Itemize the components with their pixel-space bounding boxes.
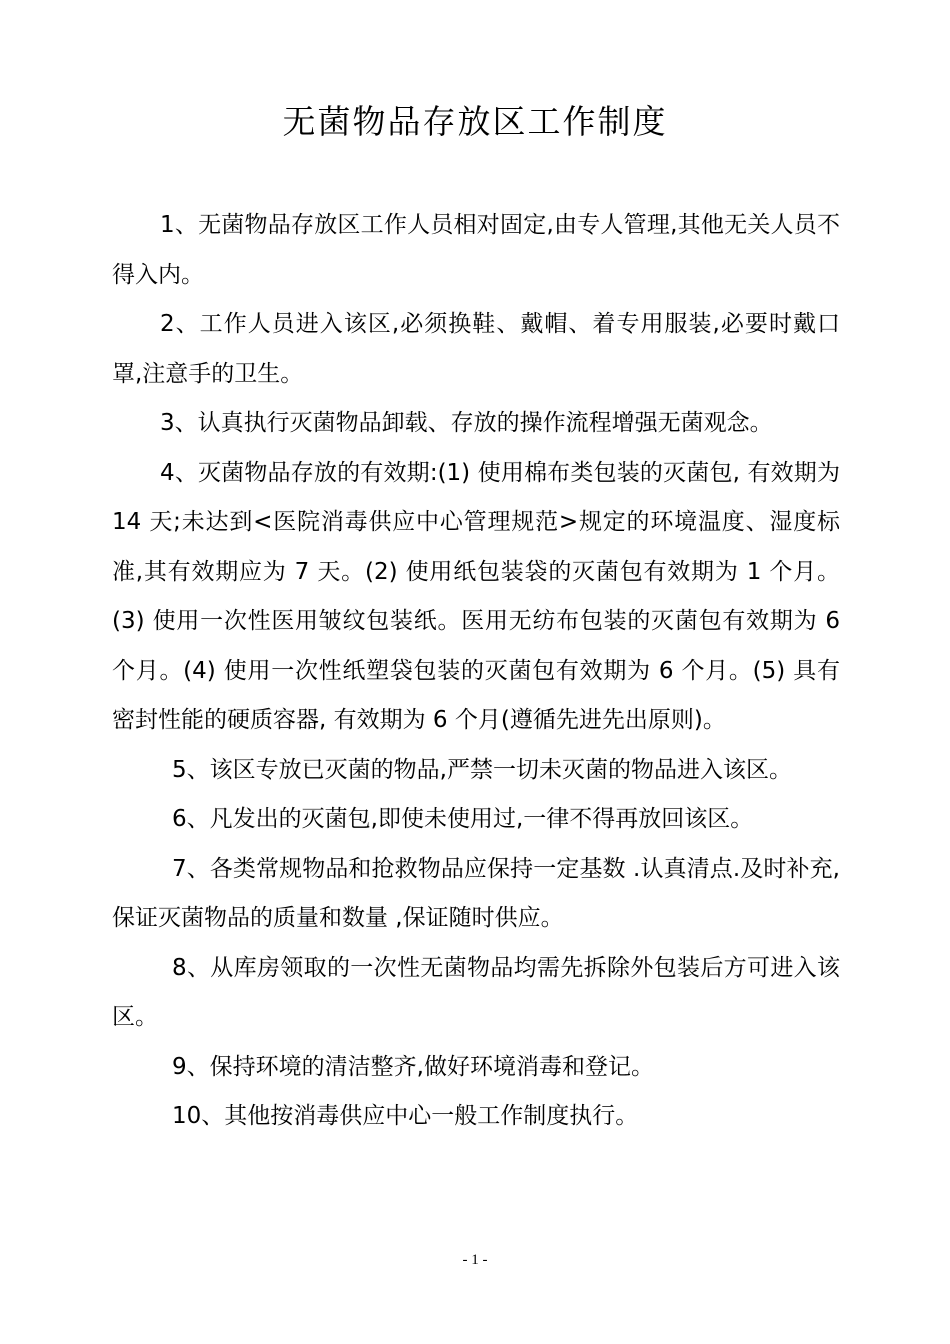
document-body (112, 201, 840, 1142)
rule-paragraph-1: 1、无菌物品存放区工作人员相对固定,由专人管理,其他无关人员不得入内。 (112, 212, 840, 288)
rule-paragraph-5: 5、该区专放已灭菌的物品,严禁一切未灭菌的物品进入该区。 (172, 756, 792, 783)
rule-paragraph-6: 6、凡发出的灭菌包,即使未使用过,一律不得再放回该区。 (172, 806, 754, 832)
rule-paragraph-7: 7、各类常规物品和抢救物品应保持一定基数 .认真清点.及时补充,保证灭菌物品的质量和数量 ,保证随时供应。 (112, 855, 840, 931)
rule-paragraph-2: 2、工作人员进入该区,必须换鞋、戴帽、着专用服装,必要时戴口罩,注意手的卫生。 (112, 311, 840, 387)
rule-paragraph-8: 8、从库房领取的一次性无菌物品均需先拆除外包装后方可进入该区。 (112, 954, 840, 1030)
document-title: 无菌物品存放区工作制度 (282, 102, 668, 141)
rule-paragraph-4: 4、灭菌物品存放的有效期:(1) 使用棉布类包装的灭菌包, 有效期为 14 天;未达到<医院消毒供应中心管理规范>规定的环境温度、湿度标准,其有效期应为 7 天。(2) 使用纸包装袋的灭菌包有效期为 1 个月。(3) 使用一次性医用皱纹包装纸。医用无纺布包装的灭菌包有效期为 6 个月。(4) 使用一次性纸塑袋包装的灭菌包有效期为 6 个月。(5) 具有密封性能的硬质容器, 有效期为 6 个月(遵循先进先出原则)。 (112, 459, 840, 733)
rule-paragraph-10: 10、其他按消毒供应中心一般工作制度执行。 (172, 1103, 639, 1129)
page-number: - 1 - (462, 1252, 488, 1268)
rule-paragraph-9: 9、保持环境的清洁整齐,做好环境消毒和登记。 (172, 1053, 654, 1080)
rule-paragraph-3: 3、认真执行灭菌物品卸载、存放的操作流程增强无菌观念。 (160, 410, 773, 436)
